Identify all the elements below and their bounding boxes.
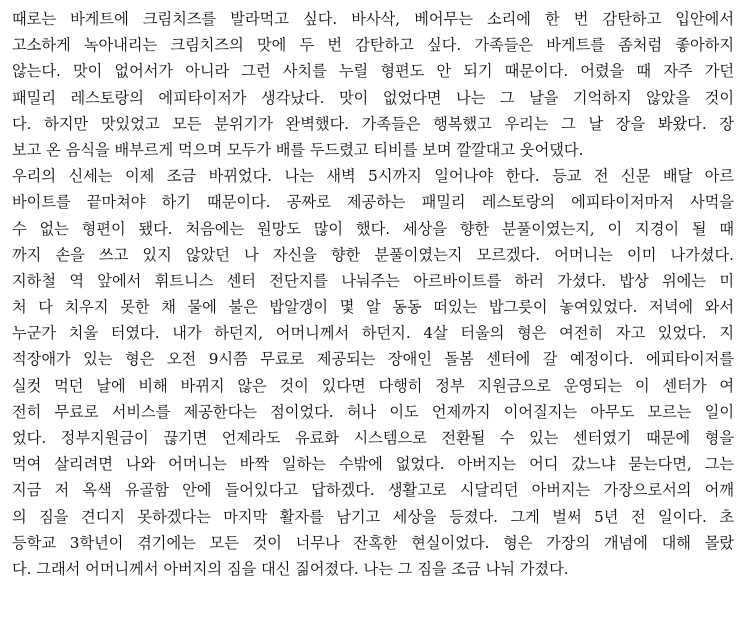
text-line: 전히 무료로 서비스를 제공한다는 점이었다. 허나 이도 언제까지 이어질지는 아무도 모르는 일이: [12, 402, 734, 421]
text-line: 바이트를 끝마쳐야 하기 때문이다. 공짜로 제공하는 패밀리 레스토랑의 에피타이저마저 사먹을: [12, 193, 734, 212]
text-line: 않는다. 맛이 없어서가 아니라 그런 사치를 누릴 형편도 안 되기 때문이다. 어렸을 때 자주 가던: [12, 62, 734, 81]
text-line: 적장애가 있는 형은 오전 9시쯤 무료로 제공되는 장애인 돌봄 센터에 갈 예정이다. 에피타이저를: [12, 350, 734, 369]
text-line: 지금 저 옥색 유골함 안에 들어있다고 답하겠다. 생활고로 시달리던 아버지는 가장으로서의 어깨: [12, 481, 734, 500]
text-line: 까지 손을 쓰고 있지 않았던 나 자신을 향한 분풀이였는지 모르겠다. 어머니는 이미 나가셨다.: [12, 245, 734, 264]
paragraph-1: [12, 6, 734, 163]
text-line: 의 짐을 견디지 못하겠다는 마지막 활자를 남기고 세상을 등졌다. 그게 벌써 5년 전 일이다. 초: [12, 507, 734, 526]
text-line: 보고 온 음식을 배부르게 먹으며 모두가 배를 두드렸고 티비를 보며 깔깔대고 웃어댔다.: [12, 140, 584, 159]
text-line: 패밀리 레스토랑의 에피타이저가 생각났다. 맛이 없었다면 나는 그 날을 기억하지 않았을 것이: [12, 88, 734, 107]
text-line: 처 다 치우지 못한 채 물에 불은 밥알갱이 몇 알 동동 떠있는 밥그릇이 놓여있었다. 저녁에 와서: [12, 298, 734, 317]
paragraph-2: [12, 163, 734, 582]
text-line: 고소하게 녹아내리는 크림치즈의 맛에 두 번 감탄하고 싶다. 가족들은 바게트를 좀처럼 좋아하지: [12, 36, 734, 55]
text-line: 우리의 신세는 이제 조금 바뀌었다. 나는 새벽 5시까지 일어나야 한다. 등교 전 신문 배달 아르: [12, 167, 734, 186]
text-line: 지하철 역 앞에서 휘트니스 센터 전단지를 나눠주는 아르바이트를 하러 가셨다. 밥상 위에는 미: [12, 271, 734, 290]
text-line: 때로는 바게트에 크림치즈를 발라먹고 싶다. 바사삭, 베어무는 소리에 한 번 감탄하고 입안에서: [12, 10, 734, 28]
text-line: 수 없는 형편이 됐다. 처음에는 원망도 많이 했다. 세상을 향한 분풀이였는지, 이 지경이 될 때: [12, 219, 734, 238]
document-page: [12, 6, 734, 582]
text-line: 었다. 정부지원금이 끊기면 언제라도 유료화 시스템으로 전환될 수 있는 센터였기 때문에 형을: [12, 429, 734, 447]
text-line: 다. 그래서 어머니께서 아버지의 짐을 대신 짊어졌다. 나는 그 짐을 조금 나눠 가졌다.: [12, 559, 569, 578]
text-line: 누군가 치울 터였다. 내가 하던지, 어머니께서 하던지. 4살 터울의 형은 여전히 자고 있었다. 지: [12, 324, 734, 343]
text-line: 먹여 살리려면 나와 어머니는 바짝 일하는 수밖에 없었다. 아버지는 어디 갔느냐 묻는다면, 그는: [12, 455, 734, 474]
text-line: 등학교 3학년이 겪기에는 모든 것이 너무나 잔혹한 현실이었다. 형은 가장의 개념에 대해 몰랐: [12, 533, 734, 552]
text-line: 다. 하지만 맛있었고 모든 분위기가 완벽했다. 가족들은 행복했고 우리는 그 날 장을 봐왔다. 장: [12, 114, 734, 133]
text-line: 실컷 먹던 날에 비해 바뀌지 않은 것이 있다면 다행히 정부 지원금으로 운영되는 이 센터가 여: [12, 376, 734, 395]
